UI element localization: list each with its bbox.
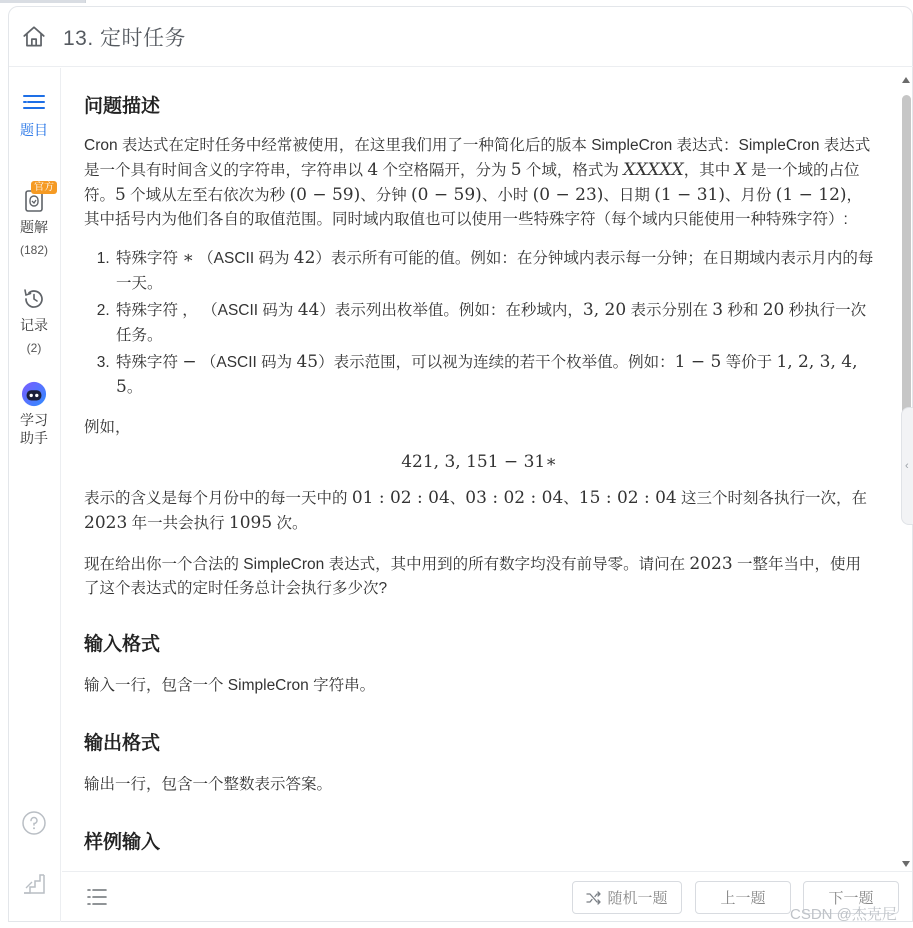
text: 。 bbox=[126, 379, 143, 396]
math: XXXXX bbox=[623, 160, 684, 180]
math: 03 : 02 : 04 bbox=[465, 488, 564, 508]
scroll-down-arrow-icon[interactable] bbox=[902, 861, 910, 867]
text: 次。 bbox=[272, 515, 308, 532]
text: 个域从左至右依次为秒 bbox=[125, 187, 290, 204]
sidebar bbox=[9, 68, 61, 922]
text: 现在给出你一个合法的 SimpleCron 表达式，其中用到的所有数字均没有前导零。请问在 bbox=[84, 556, 690, 573]
previous-problem-label: 上一题 bbox=[720, 890, 766, 907]
list-item bbox=[114, 298, 874, 348]
text: 秒和 bbox=[723, 302, 763, 319]
browser-top-strip bbox=[0, 0, 913, 3]
text: ，其中 bbox=[683, 162, 735, 179]
sidebar-item-label: 题解 bbox=[20, 219, 48, 235]
math: 2023 bbox=[689, 554, 733, 574]
home-icon[interactable] bbox=[21, 24, 47, 50]
text: 特殊字符 ， （ASCII 码为 bbox=[116, 302, 298, 319]
math: (0 − 59) bbox=[411, 185, 482, 205]
math: 42 bbox=[293, 248, 316, 268]
text: 是一个域的占位符。 bbox=[84, 162, 860, 204]
scroll-up-arrow-icon[interactable] bbox=[902, 77, 910, 83]
example-formula: 421, 3, 151 − 31∗ bbox=[401, 452, 557, 472]
text: 个域，格式为 bbox=[521, 162, 624, 179]
section-heading-output: 输出格式 bbox=[84, 733, 161, 754]
shuffle-icon bbox=[586, 891, 602, 905]
sidebar-item-assistant[interactable] bbox=[9, 381, 59, 447]
math: 1, 2, 3, 4, 5 bbox=[116, 352, 858, 397]
text: 、 bbox=[449, 490, 466, 507]
example-label: 例如， bbox=[84, 419, 131, 436]
sidebar-item-solutions[interactable] bbox=[9, 182, 59, 257]
text: 特殊字符 bbox=[116, 250, 183, 267]
description-paragraph bbox=[84, 134, 874, 232]
text: （ASCII 码为 bbox=[193, 250, 294, 267]
text: 一整年当中，使用了这个表达式的定时任务总计会执行多少次? bbox=[84, 556, 861, 597]
math: 3, 20 bbox=[582, 300, 627, 320]
math: 01 : 02 : 04 bbox=[351, 488, 450, 508]
text: 、月份 bbox=[724, 187, 776, 204]
section-heading-sample-input: 样例输入 bbox=[84, 832, 161, 853]
problem-window bbox=[8, 6, 913, 922]
math: (0 − 59) bbox=[289, 185, 361, 205]
problem-list-icon bbox=[21, 91, 47, 117]
panel-collapse-handle[interactable] bbox=[901, 407, 913, 525]
menu-list-icon[interactable] bbox=[86, 887, 108, 907]
history-icon bbox=[21, 286, 47, 312]
math: 44 bbox=[297, 300, 320, 320]
robot-assistant-icon bbox=[21, 381, 47, 407]
csdn-watermark: CSDN @杰克尼 bbox=[790, 906, 897, 923]
math: 2023 bbox=[84, 513, 128, 533]
text: （ASCII 码为 bbox=[196, 354, 297, 371]
sidebar-item-problem[interactable] bbox=[9, 91, 59, 139]
section-heading-description: 问题描述 bbox=[84, 96, 161, 117]
chevron-left-icon: ‹ bbox=[905, 460, 909, 472]
official-badge: 官方 bbox=[31, 181, 57, 194]
difficulty-stairs-icon[interactable] bbox=[21, 871, 47, 897]
sidebar-item-label: 记录 bbox=[20, 317, 48, 333]
math: (1 − 12) bbox=[775, 185, 847, 205]
text: 特殊字符 bbox=[116, 354, 183, 371]
section-heading-input: 输入格式 bbox=[84, 634, 161, 655]
sidebar-item-label: 学习 bbox=[20, 412, 48, 428]
task-paragraph bbox=[84, 552, 874, 601]
record-count: (2) bbox=[26, 341, 42, 355]
math: (0 − 23) bbox=[532, 185, 604, 205]
text: 、 bbox=[563, 490, 579, 507]
text: 、分钟 bbox=[360, 187, 412, 204]
output-description: 输出一行，包含一个整数表示答案。 bbox=[84, 776, 333, 793]
list-item bbox=[114, 246, 874, 296]
example-explanation bbox=[84, 486, 874, 536]
page-title: 13. 定时任务 bbox=[63, 26, 187, 50]
text: 、小时 bbox=[481, 187, 533, 204]
math: 1095 bbox=[228, 513, 273, 533]
text: 个空格隔开，分为 bbox=[378, 162, 511, 179]
text: 这三个时刻各执行一次，在 bbox=[676, 490, 868, 507]
math: ∗ bbox=[182, 248, 194, 268]
text: ）表示所有可能的值。例如：在分钟域内表示每一分钟；在日期域内表示月内的每一天。 bbox=[116, 250, 874, 292]
text: ，其中括号内为他们各自的取值范围。同时域内取值也可以使用一些特殊字符（每个域内只能使用一种特殊字符）: bbox=[84, 187, 863, 228]
footer-bar bbox=[62, 871, 912, 922]
header-bar bbox=[9, 7, 913, 67]
random-problem-button[interactable] bbox=[572, 881, 682, 914]
math: 45 bbox=[296, 352, 319, 372]
solution-count: (182) bbox=[19, 243, 48, 257]
problem-content bbox=[62, 68, 896, 870]
text: 年一共会执行 bbox=[127, 515, 229, 532]
text: 秒执行一次任务。 bbox=[116, 302, 867, 344]
math: (1 − 31) bbox=[654, 185, 725, 205]
text: 表示的含义是每个月份中的每一天中的 bbox=[84, 490, 352, 507]
math: 5 bbox=[115, 185, 126, 205]
input-description: 输入一行，包含一个 SimpleCron 字符串。 bbox=[84, 677, 376, 694]
sidebar-item-records[interactable] bbox=[9, 286, 59, 355]
random-problem-label: 随机一题 bbox=[607, 890, 668, 907]
math: 15 : 02 : 04 bbox=[578, 488, 677, 508]
text: Cron 表达式在定时任务中经常被使用，在这里我们用了一种简化后的版本 SimpleCron 表达式：SimpleCron 表达式是一个具有时间含义的字符串，字符串以 bbox=[84, 137, 871, 179]
sidebar-item-label: 题目 bbox=[20, 122, 48, 138]
math: 3 bbox=[712, 300, 724, 320]
text: 表示分别在 bbox=[626, 302, 713, 319]
math: 5 bbox=[510, 160, 522, 180]
text: 、日期 bbox=[603, 187, 655, 204]
help-icon[interactable] bbox=[21, 810, 47, 836]
special-char-list bbox=[114, 246, 874, 400]
sidebar-item-label: 助手 bbox=[20, 430, 48, 446]
math: − bbox=[182, 352, 197, 372]
math: 4 bbox=[367, 160, 379, 180]
math: 20 bbox=[762, 300, 785, 320]
next-problem-label: 下一题 bbox=[828, 890, 874, 907]
list-item bbox=[114, 350, 874, 400]
previous-problem-button[interactable] bbox=[695, 881, 791, 914]
math: X bbox=[734, 160, 747, 180]
text: ）表示范围，可以视为连续的若干个枚举值。例如： bbox=[318, 354, 675, 371]
text: ）表示列出枚举值。例如：在秒域内， bbox=[319, 302, 583, 319]
math: 1 − 5 bbox=[674, 352, 722, 372]
text: 等价于 bbox=[721, 354, 777, 371]
